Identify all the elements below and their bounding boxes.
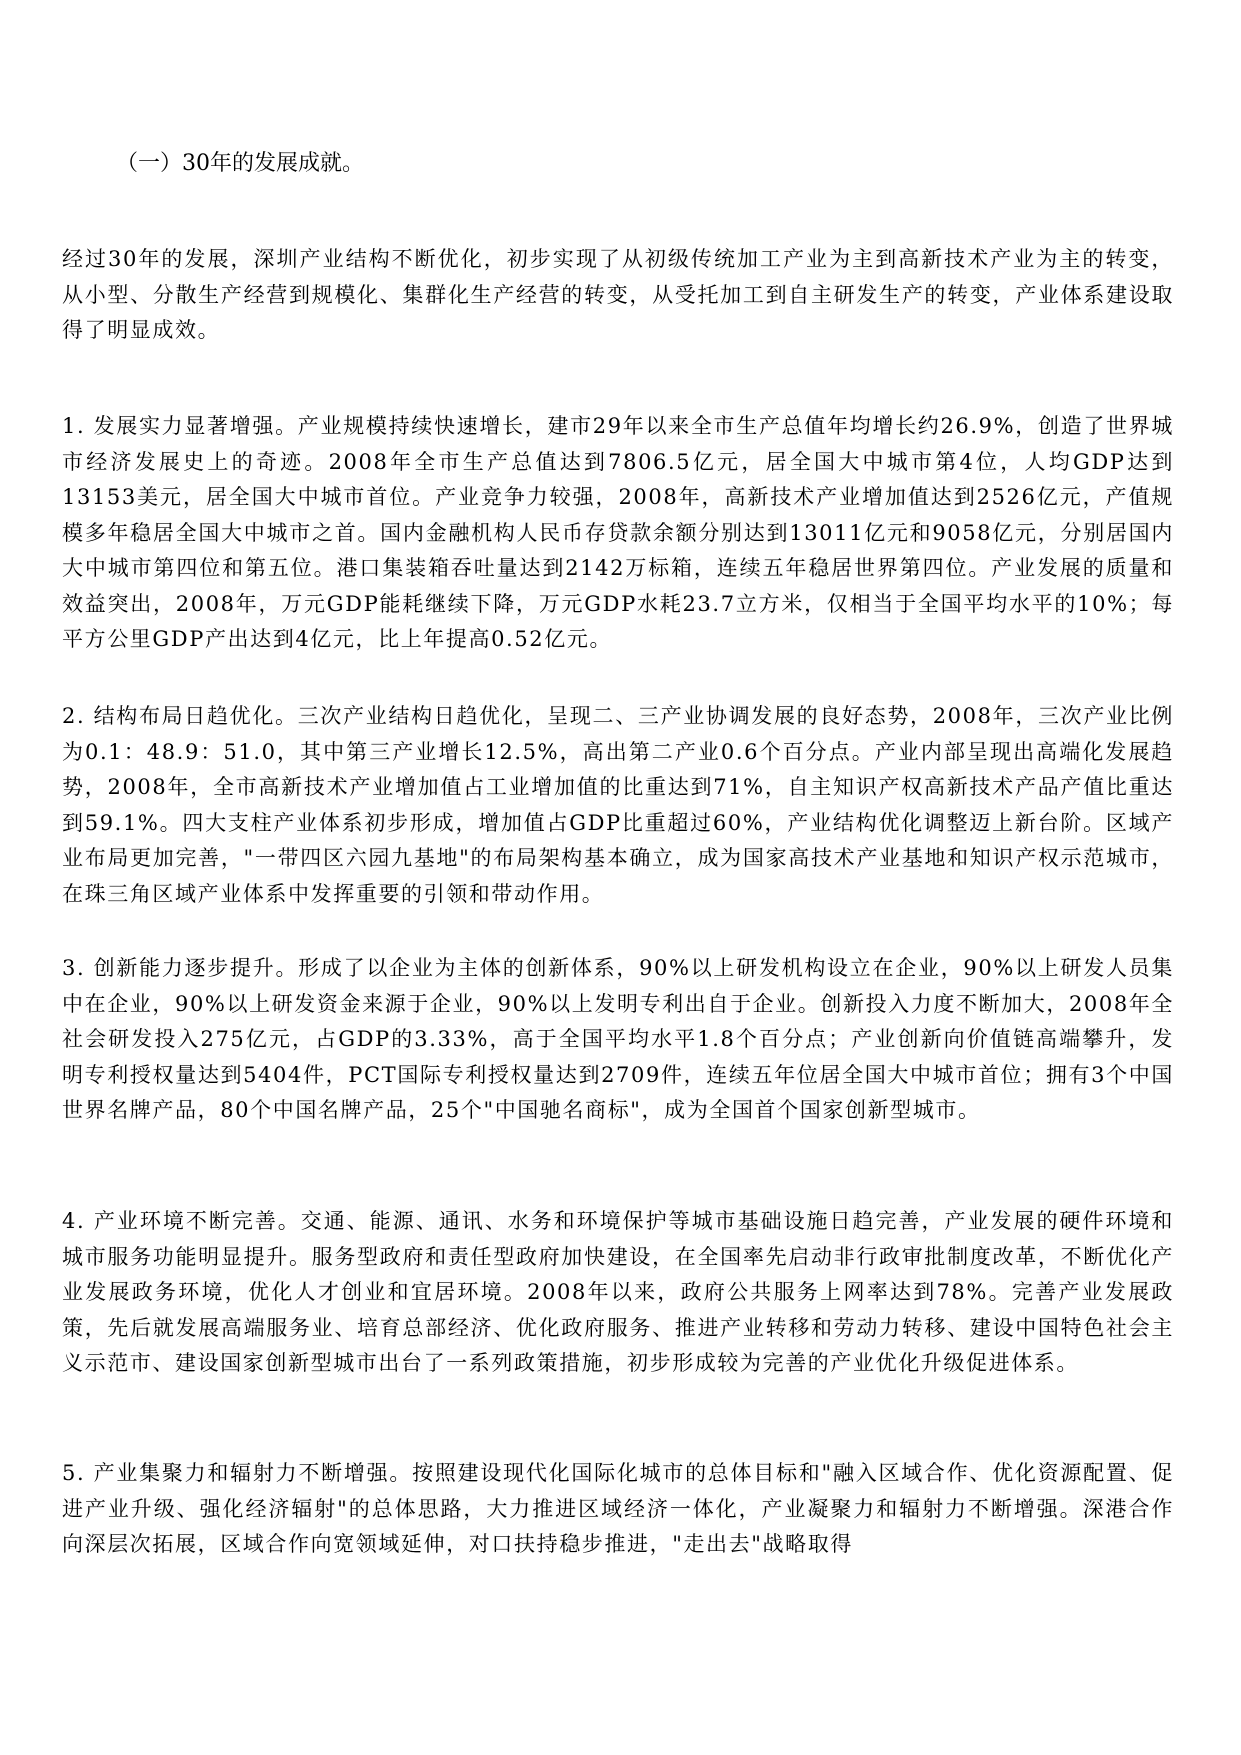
- paragraph-structure-layout: 2. 结构布局日趋优化。三次产业结构日趋优化，呈现二、三产业协调发展的良好态势，2008年，三次产业比例为0.1：48.9：51.0，其中第三产业增长12.5%，高出第二产业0.6个百分点。产业内部呈现出高端化发展趋势，2008年，全市高新技术产业增加值占工业增加值的比重达到71%，自主知识产权高新技术产品产值比重达到59.1%。四大支柱产业体系初步形成，增加值占GDP比重超过60%，产业结构优化调整迈上新台阶。区域产业布局更加完善，"一带四区六园九基地"的布局架构基本确立，成为国家高技术产业基地和知识产权示范城市，在珠三角区域产业体系中发挥重要的引领和带动作用。: [62, 704, 1174, 906]
- section-heading: （一）30年的发展成就。: [116, 151, 364, 176]
- paragraph-innovation-capacity: 3. 创新能力逐步提升。形成了以企业为主体的创新体系，90%以上研发机构设立在企业，90%以上研发人员集中在企业，90%以上研发资金来源于企业，90%以上发明专利出自于企业。创新投入力度不断加大，2008年全社会研发投入275亿元，占GDP的3.33%，高于全国平均水平1.8个百分点；产业创新向价值链高端攀升，发明专利授权量达到5404件，PCT国际专利授权量达到2709件，连续五年位居全国大中城市首位；拥有3个中国世界名牌产品，80个中国名牌产品，25个"中国驰名商标"，成为全国首个国家创新型城市。: [62, 956, 1174, 1122]
- paragraph-intro: 经过30年的发展，深圳产业结构不断优化，初步实现了从初级传统加工产业为主到高新技术产业为主的转变，从小型、分散生产经营到规模化、集群化生产经营的转变，从受托加工到自主研发生产的转变，产业体系建设取得了明显成效。: [62, 247, 1174, 342]
- paragraph-development-strength: 1. 发展实力显著增强。产业规模持续快速增长，建市29年以来全市生产总值年均增长约26.9%，创造了世界城市经济发展史上的奇迹。2008年全市生产总值达到7806.5亿元，居全国大中城市第4位，人均GDP达到13153美元，居全国大中城市首位。产业竞争力较强，2008年，高新技术产业增加值达到2526亿元，产值规模多年稳居全国大中城市之首。国内金融机构人民币存贷款余额分别达到13011亿元和9058亿元，分别居国内大中城市第四位和第五位。港口集装箱吞吐量达到2142万标箱，连续五年稳居世界第四位。产业发展的质量和效益突出，2008年，万元GDP能耗继续下降，万元GDP水耗23.7立方米，仅相当于全国平均水平的10%；每平方公里GDP产出达到4亿元，比上年提高0.52亿元。: [62, 414, 1174, 651]
- paragraph-agglomeration-radiation: 5. 产业集聚力和辐射力不断增强。按照建设现代化国际化城市的总体目标和"融入区域合作、优化资源配置、促进产业升级、强化经济辐射"的总体思路，大力推进区域经济一体化，产业凝聚力和辐射力不断增强。深港合作向深层次拓展，区域合作向宽领域延伸，对口扶持稳步推进，"走出去"战略取得: [62, 1461, 1174, 1556]
- paragraph-industry-environment: 4. 产业环境不断完善。交通、能源、通讯、水务和环境保护等城市基础设施日趋完善，产业发展的硬件环境和城市服务功能明显提升。服务型政府和责任型政府加快建设，在全国率先启动非行政审批制度改革，不断优化产业发展政务环境，优化人才创业和宜居环境。2008年以来，政府公共服务上网率达到78%。完善产业发展政策，先后就发展高端服务业、培育总部经济、优化政府服务、推进产业转移和劳动力转移、建设中国特色社会主义示范市、建设国家创新型城市出台了一系列政策措施，初步形成较为完善的产业优化升级促进体系。: [62, 1209, 1174, 1375]
